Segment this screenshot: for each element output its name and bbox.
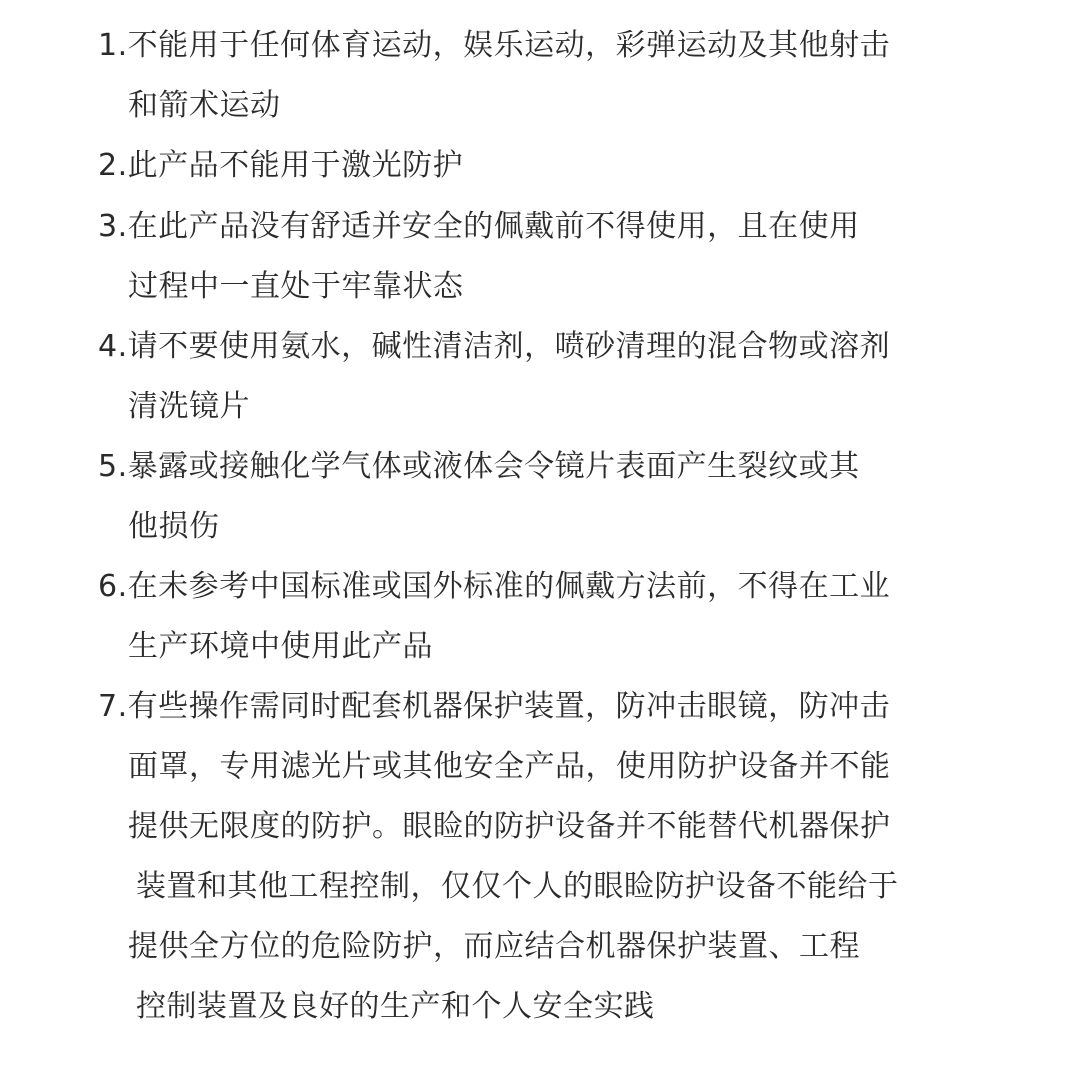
item-number: 2. [98,148,128,183]
list-item-line: 提供全方位的危险防护，而应结合机器保护装置、工程 [128,929,860,964]
list-item-line [98,557,998,617]
list-item [98,557,998,677]
list-item-line: 过程中一直处于牢靠状态 [128,269,464,304]
list-item-line: 提供无限度的防护。眼睑的防护设备并不能替代机器保护 [128,809,891,844]
list-item-line [98,197,998,257]
list-item [98,437,998,557]
list-item-line [98,317,998,377]
item-text: 此产品不能用于激光防护 [127,148,464,183]
list-item-line: 和箭术运动 [128,88,281,123]
item-number: 6. [98,569,128,604]
list-item-line: 控制装置及良好的生产和个人安全实践 [136,989,655,1024]
item-number: 3. [98,209,128,244]
item-text: 请不要使用氨水，碱性清洁剂，喷砂清理的混合物或溶剂 [127,329,891,364]
list-item-line [98,437,998,497]
item-number: 7. [98,689,128,724]
list-item-line: 清洗镜片 [128,389,250,424]
item-number: 4. [98,329,128,364]
list-item-line [98,16,998,76]
list-item [98,197,998,317]
item-number: 1. [98,28,128,63]
list-item-line [98,136,998,196]
item-text: 在未参考中国标准或国外标准的佩戴方法前，不得在工业 [127,569,891,604]
list-item-line: 面罩，专用滤光片或其他安全产品，使用防护设备并不能 [128,749,891,784]
list-item-line: 他损伤 [128,509,220,544]
item-text: 不能用于任何体育运动，娱乐运动，彩弹运动及其他射击 [127,28,891,63]
list-item [98,677,998,1037]
list-item [98,16,998,136]
list-item-line: 装置和其他工程控制，仅仅个人的眼睑防护设备不能给于 [136,869,899,904]
list-item-line [98,677,998,737]
item-text: 有些操作需同时配套机器保护装置，防冲击眼镜，防冲击 [127,689,891,724]
item-text: 暴露或接触化学气体或液体会令镜片表面产生裂纹或其 [127,449,860,484]
list-item-line: 生产环境中使用此产品 [128,629,433,664]
list-item [98,136,998,196]
item-text: 在此产品没有舒适并安全的佩戴前不得使用，且在使用 [127,209,860,244]
item-number: 5. [98,449,128,484]
list-item [98,317,998,437]
